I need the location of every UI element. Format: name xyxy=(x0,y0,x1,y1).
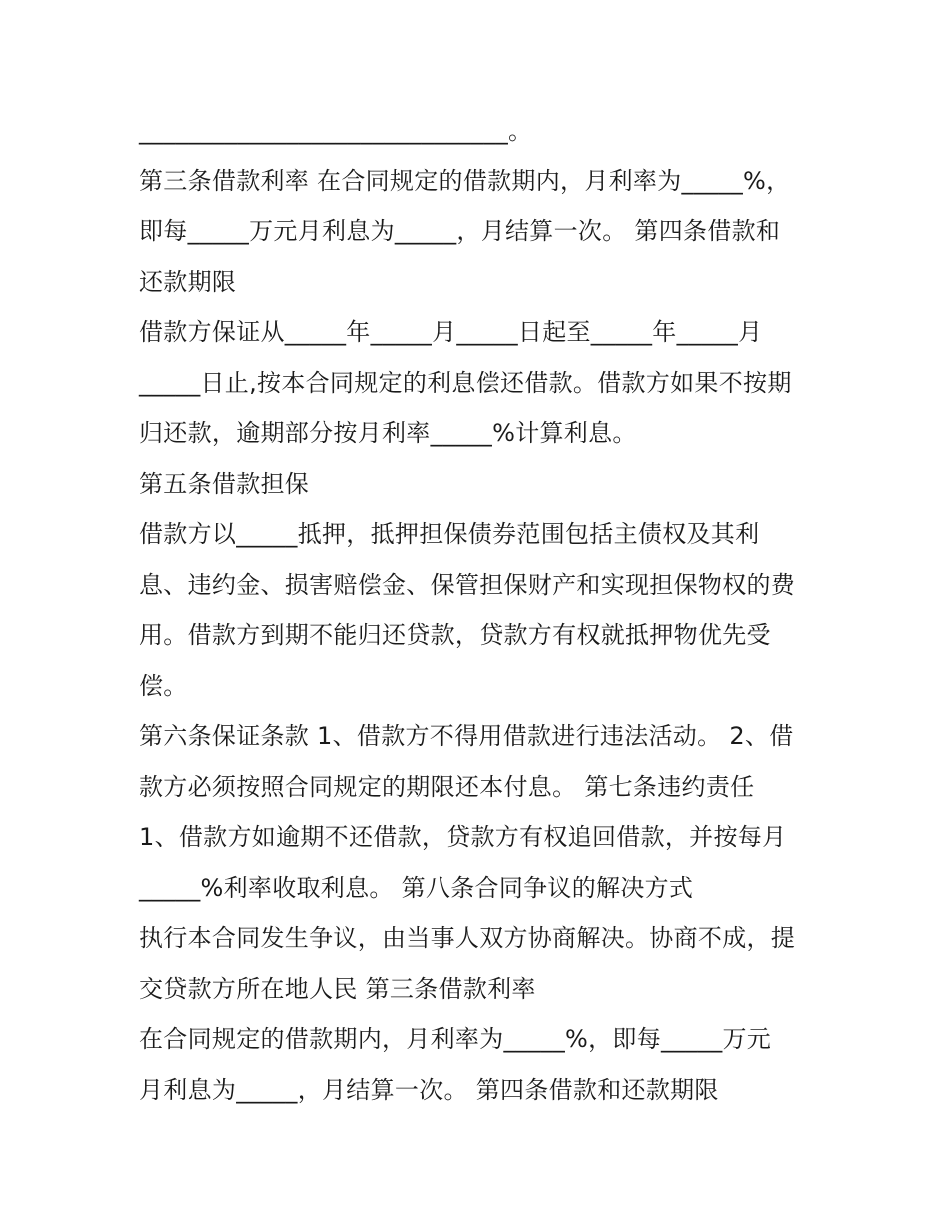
text-line-20: 月利息为_____，月结算一次。 第四条借款和还款期限 xyxy=(139,1076,719,1104)
text-line-5: 借款方保证从_____年_____月_____日起至_____年_____月 xyxy=(139,318,763,346)
text-line-11: 用。借款方到期不能归还贷款，贷款方有权就抵押物优先受 xyxy=(139,621,771,649)
text-line-13: 第六条保证条款 1、借款方不得用借款进行违法活动。 2、借 xyxy=(139,722,794,750)
text-line-7: 归还款，逾期部分按月利率_____%计算利息。 xyxy=(139,419,637,447)
text-line-18: 交贷款方所在地人民 第三条借款利率 xyxy=(139,975,536,1003)
text-line-6: _____日止,按本合同规定的利息偿还借款。借款方如果不按期 xyxy=(139,369,792,397)
text-line-8: 第五条借款担保 xyxy=(139,470,310,498)
text-line-3: 即每_____万元月利息为_____，月结算一次。 第四条借款和 xyxy=(139,217,781,245)
text-line-17: 执行本合同发生争议，由当事人双方协商解决。协商不成，提 xyxy=(139,924,796,952)
text-line-1: ______________________________。 xyxy=(139,117,533,145)
text-line-9: 借款方以_____抵押，抵押担保债券范围包括主债权及其利 xyxy=(139,520,760,548)
text-line-12: 偿。 xyxy=(139,672,188,700)
text-line-16: _____%利率收取利息。 第八条合同争议的解决方式 xyxy=(139,874,694,902)
text-line-15: 1、借款方如逾期不还借款，贷款方有权追回借款，并按每月 xyxy=(139,823,787,851)
text-line-2: 第三条借款利率 在合同规定的借款期内，月利率为_____%， xyxy=(139,167,791,195)
text-line-10: 息、违约金、损害赔偿金、保管担保财产和实现担保物权的费 xyxy=(139,571,796,599)
text-line-19: 在合同规定的借款期内，月利率为_____%，即每_____万元 xyxy=(139,1025,772,1053)
text-line-4: 还款期限 xyxy=(139,268,237,296)
text-line-14: 款方必须按照合同规定的期限还本付息。 第七条违约责任 xyxy=(139,773,755,801)
